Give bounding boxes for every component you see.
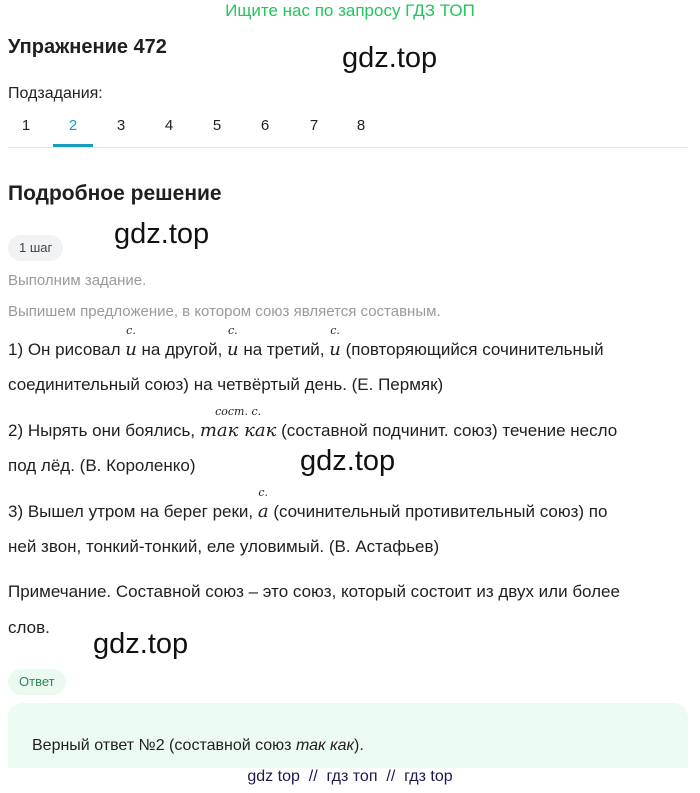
annotation-label: с. bbox=[330, 324, 340, 337]
sentence-text: (составной подчинит. союз) течение несло bbox=[276, 421, 618, 440]
sentence-text: 3) Вышел утром на берег реки, bbox=[8, 502, 258, 521]
tab-subtask-5[interactable]: 5 bbox=[212, 117, 222, 134]
note-line-2: слов. bbox=[8, 618, 50, 637]
tabs-divider bbox=[8, 147, 688, 148]
search-banner: Ищите нас по запросу ГДЗ ТОП bbox=[225, 1, 475, 20]
answer-suffix: ). bbox=[354, 737, 364, 754]
annotation-label: сост. с. bbox=[215, 405, 262, 418]
annotated-word: так как bbox=[199, 420, 277, 441]
annotated-word: а bbox=[257, 501, 269, 522]
tab-subtask-7[interactable]: 7 bbox=[309, 117, 319, 134]
answer-prefix: Верный ответ №2 (составной союз bbox=[32, 737, 296, 754]
annotation-label: с. bbox=[227, 324, 238, 337]
conjunction-annotation bbox=[257, 486, 269, 522]
annotation-label: с. bbox=[126, 324, 136, 337]
exercise-title: Упражнение 472 bbox=[8, 36, 167, 58]
sentence-2-line-1 bbox=[8, 405, 618, 441]
intro-text: Выполним задание. bbox=[8, 272, 147, 289]
answer-box bbox=[8, 703, 688, 768]
annotation-label: с. bbox=[258, 486, 269, 499]
task-text: Выпишем предложение, в котором союз является составным. bbox=[8, 303, 441, 320]
tab-subtask-3[interactable]: 3 bbox=[116, 117, 126, 134]
watermark: gdz.top bbox=[300, 445, 396, 477]
step-badge: 1 шаг bbox=[8, 235, 63, 261]
sentence-text: 2) Нырять они боялись, bbox=[8, 421, 200, 440]
sentence-3-line-1 bbox=[8, 486, 608, 522]
conjunction-annotation bbox=[199, 405, 277, 441]
answer-emphasis: так как bbox=[295, 737, 355, 754]
sentence-1-line-2: соединительный союз) на четвёртый день. (Е. Пермяк) bbox=[8, 375, 444, 394]
sentence-text: на другой, bbox=[136, 340, 228, 359]
sentence-1-line-1 bbox=[8, 324, 604, 360]
annotated-word: и bbox=[227, 339, 239, 360]
sentence-3-line-2: ней звон, тонкий-тонкий, еле уловимый. (В. Астафьев) bbox=[8, 537, 440, 556]
sentence-text: (повторяющийся сочинительный bbox=[340, 340, 604, 359]
conjunction-annotation bbox=[227, 324, 239, 360]
conjunction-annotation bbox=[329, 324, 341, 360]
tab-subtask-2[interactable]: 2 bbox=[68, 117, 78, 134]
footer-watermark: gdz top // гдз топ // гдз top bbox=[247, 768, 453, 785]
tab-subtask-1[interactable]: 1 bbox=[21, 117, 31, 134]
sentence-text: (сочинительный противительный союз) по bbox=[268, 502, 608, 521]
sentence-text: на третий, bbox=[238, 340, 330, 359]
answer-text bbox=[32, 737, 364, 755]
tab-subtask-6[interactable]: 6 bbox=[260, 117, 270, 134]
watermark: gdz.top bbox=[114, 218, 210, 250]
watermark: gdz.top bbox=[342, 42, 438, 74]
solution-title: Подробное решение bbox=[8, 182, 222, 205]
sentence-text: 1) Он рисовал bbox=[8, 340, 126, 359]
annotated-word: и bbox=[125, 339, 137, 360]
sentence-2-line-2: под лёд. (В. Короленко) bbox=[8, 456, 196, 475]
subtasks-label: Подзадания: bbox=[8, 85, 103, 102]
answer-badge: Ответ bbox=[8, 669, 66, 695]
conjunction-annotation bbox=[125, 324, 137, 360]
note-line-1: Примечание. Составной союз – это союз, который состоит из двух или более bbox=[8, 582, 620, 601]
annotated-word: и bbox=[329, 339, 341, 360]
watermark: gdz.top bbox=[93, 628, 189, 660]
tab-subtask-4[interactable]: 4 bbox=[164, 117, 174, 134]
tab-subtask-8[interactable]: 8 bbox=[356, 117, 366, 134]
